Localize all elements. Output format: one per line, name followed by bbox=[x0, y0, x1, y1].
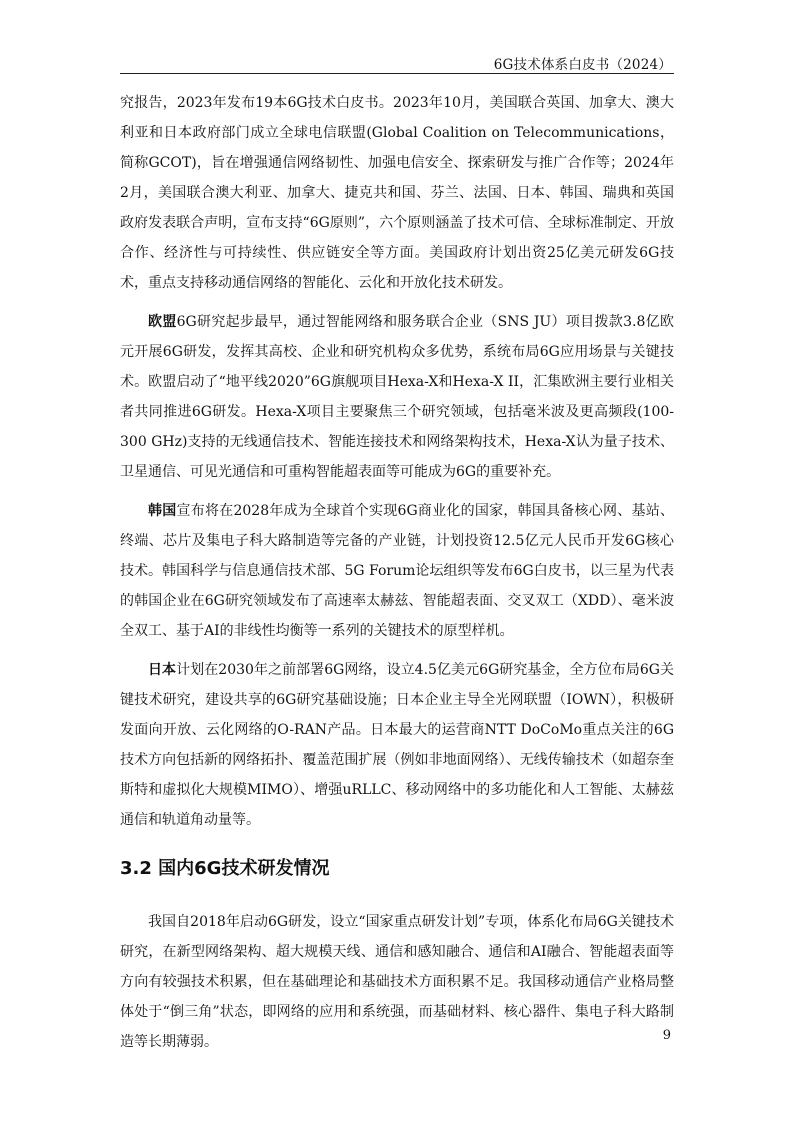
running-header-title: 6G技术体系白皮书（2024） bbox=[493, 57, 672, 73]
paragraph-lead-eu: 欧盟 bbox=[148, 314, 177, 330]
paragraph-lead-japan: 日本 bbox=[148, 662, 177, 678]
paragraph-text: 宣布将在2028年成为全球首个实现6G商业化的国家，韩国具备核心网、基站、终端、芯片及集电子科大路制造等完备的产业链，计划投资12.5亿元人民币开发6G核心技术。韩国科学与信息通信技术部、5G Forum论坛组织等发布6G白皮书，以三星为代表的韩国企业在6G研究领域发布了高速率太赫兹、智能超表面、交叉双工（XDD）、毫米波全双工、基于AI的非线性均衡等一系列的关键技术的原型样机。 bbox=[120, 503, 675, 639]
paragraph-eu bbox=[120, 307, 674, 487]
paragraph-korea bbox=[120, 496, 674, 646]
paragraph-text: 我国自2018年启动6G研发，设立“国家重点研发计划”专项，体系化布局6G关键技术研究，在新型网络架构、超大规模天线、通信和感知融合、通信和AI融合、智能超表面等方向有较强技术积累，但在基础理论和基础技术方面积累不足。我国移动通信产业格局整体处于“倒三角”状态，即网络的应用和系统强，而基础材料、核心器件、集电子科大路制造等长期薄弱。 bbox=[120, 914, 674, 1050]
paragraph-text: 计划在2030年之前部署6G网络，设立4.5亿美元6G研究基金，全方位布局6G关键技术研究，建设共享的6G研究基础设施；日本企业主导全光网联盟（IOWN），积极研发面向开放、云化网络的O-RAN产品。日本最大的运营商NTT DoCoMo重点关注的6G技术方向包括新的网络拓扑、覆盖范围扩展（例如非地面网络）、无线传输技术（如超奈奎斯特和虚拟化大规模MIMO）、增强uRLLC、移动网络中的多功能化和人工智能、太赫兹通信和轨道角动量等。 bbox=[120, 662, 675, 828]
paragraph-lead-korea: 韩国 bbox=[148, 503, 177, 519]
page-number: 9 bbox=[662, 1028, 671, 1043]
paragraph-domestic bbox=[120, 907, 674, 1057]
header-divider bbox=[120, 73, 674, 74]
paragraph-us-continued bbox=[120, 88, 674, 298]
paragraph-text: 究报告，2023年发布19本6G技术白皮书。2023年10月，美国联合英国、加拿大、澳大利亚和日本政府部门成立全球电信联盟(Global Coalition on Telecommunications，简称GCOT)，旨在增强通信网络韧性、加强电信安全、探索研发与推广合作等；2024年2月，美国联合澳大利亚、加拿大、捷克共和国、芬兰、法国、日本、韩国、瑞典和英国政府发表联合声明，宣布支持“6G原则”，六个原则涵盖了技术可信、全球标准制定、开放合作、经济性与可持续性、供应链安全等方面。美国政府计划出资25亿美元研发6G技术，重点支持移动通信网络的智能化、云化和开放化技术研发。 bbox=[120, 95, 674, 291]
page-body bbox=[120, 88, 674, 1066]
paragraph-japan bbox=[120, 655, 674, 835]
section-heading: 3.2 国内6G技术研发情况 bbox=[120, 858, 330, 879]
paragraph-text: 6G研究起步最早，通过智能网络和服务联合企业（SNS JU）项目拨款3.8亿欧元开展6G研发，发挥其高校、企业和研究机构众多优势，系统布局6G应用场景与关键技术。欧盟启动了“地平线2020”6G旗舰项目Hexa-X和Hexa-X II，汇集欧洲主要行业相关者共同推进6G研发。Hexa-X项目主要聚焦三个研究领域，包括毫米波及更高频段(100-300 GHz)支持的无线通信技术、智能连接技术和网络架构技术，Hexa-X认为量子技术、卫星通信、可见光通信和可重构智能超表面等可能成为6G的重要补充。 bbox=[120, 314, 675, 480]
